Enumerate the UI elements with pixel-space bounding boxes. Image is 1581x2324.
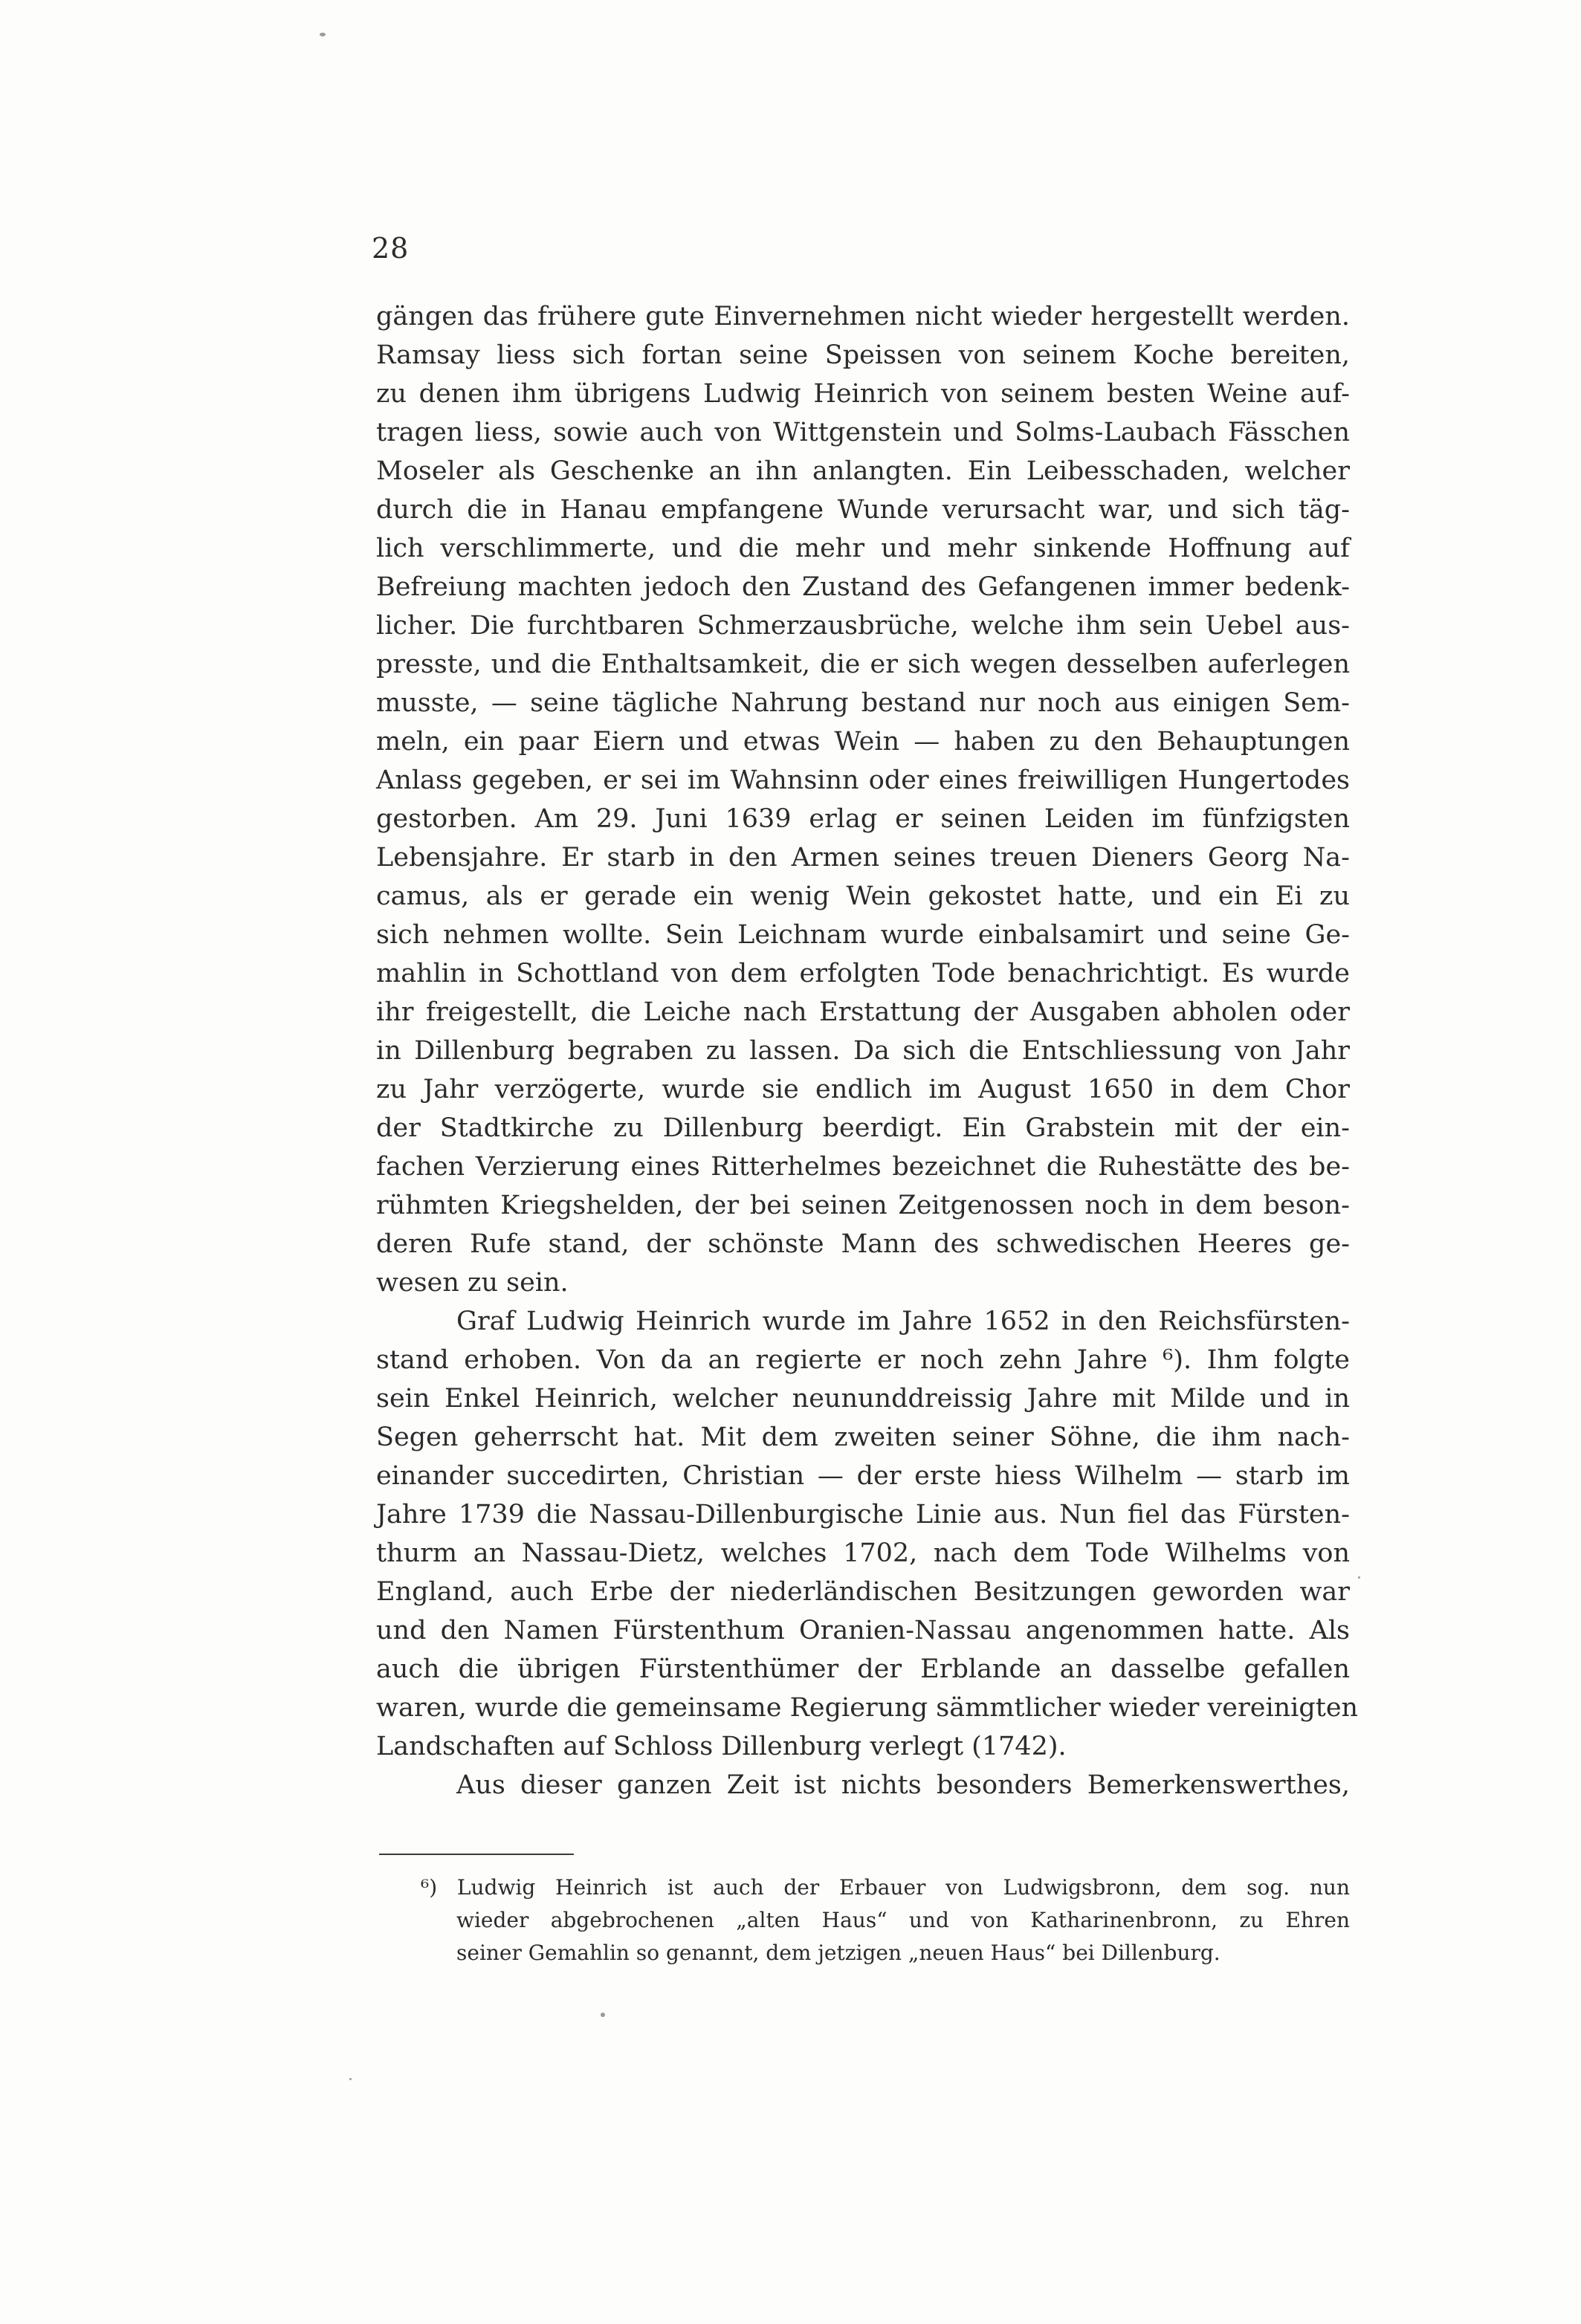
main-text xyxy=(376,297,1359,1805)
paper-speck xyxy=(349,2078,352,2080)
footnote-line: seiner Gemahlin so genannt, dem jetzigen „neuen Haus“ bei Dillenburg. xyxy=(456,1941,1220,1965)
text-line: auch die übrigen Fürstenthümer der Erblande an dasselbe gefallen xyxy=(376,1654,1350,1684)
text-line: meln, ein paar Eiern und etwas Wein — haben zu den Behauptungen xyxy=(376,727,1350,757)
text-line: Graf Ludwig Heinrich wurde im Jahre 1652 in den Reichsfürsten- xyxy=(456,1307,1350,1336)
text-line: Landschaften auf Schloss Dillenburg verlegt (1742). xyxy=(376,1732,1067,1761)
text-line: lich verschlimmerte, und die mehr und mehr sinkende Hoffnung auf xyxy=(376,534,1350,563)
text-line: zu denen ihm übrigens Ludwig Heinrich von seinem besten Weine auf- xyxy=(376,379,1350,409)
text-line: und den Namen Fürstenthum Oranien-Nassau angenommen hatte. Als xyxy=(376,1616,1350,1645)
text-line: wesen zu sein. xyxy=(376,1268,569,1298)
text-line: waren, wurde die gemeinsame Regierung sämmtlicher wieder vereinigten xyxy=(376,1693,1359,1723)
footnote-line: wieder abgebrochenen „alten Haus“ und von Katharinenbronn, zu Ehren xyxy=(456,1908,1350,1932)
text-line: camus, als er gerade ein wenig Wein gekostet hatte, und ein Ei zu xyxy=(376,881,1350,911)
text-line: thurm an Nassau-Dietz, welches 1702, nach dem Tode Wilhelms von xyxy=(376,1538,1350,1568)
text-line: fachen Verzierung eines Ritterhelmes bezeichnet die Ruhestätte des be- xyxy=(376,1152,1350,1182)
text-line: rühmten Kriegshelden, der bei seinen Zeitgenossen noch in dem beson- xyxy=(376,1191,1350,1220)
text-line: Moseler als Geschenke an ihn anlangten. Ein Leibesschaden, welcher xyxy=(376,456,1350,486)
text-line: Jahre 1739 die Nassau-Dillenburgische Linie aus. Nun fiel das Fürsten- xyxy=(376,1500,1350,1530)
text-line: ihr freigestellt, die Leiche nach Erstattung der Ausgaben abholen oder xyxy=(376,997,1350,1027)
text-line: musste, — seine tägliche Nahrung bestand nur noch aus einigen Sem- xyxy=(376,688,1350,718)
text-line: gängen das frühere gute Einvernehmen nicht wieder hergestellt werden. xyxy=(376,302,1350,331)
text-line: deren Rufe stand, der schönste Mann des schwedischen Heeres ge- xyxy=(376,1229,1350,1259)
text-line: Anlass gegeben, er sei im Wahnsinn oder eines freiwilligen Hungertodes xyxy=(376,766,1350,795)
footnote-line: ⁶) Ludwig Heinrich ist auch der Erbauer von Ludwigsbronn, dem sog. nun xyxy=(421,1875,1350,1900)
text-line: der Stadtkirche zu Dillenburg beerdigt. Ein Grabstein mit der ein- xyxy=(376,1113,1350,1143)
text-line: in Dillenburg begraben zu lassen. Da sich die Entschliessung von Jahr xyxy=(376,1036,1350,1066)
text-line: licher. Die furchtbaren Schmerzausbrüche, welche ihm sein Uebel aus- xyxy=(376,611,1350,641)
text-line: Aus dieser ganzen Zeit ist nichts besonders Bemerkenswerthes, xyxy=(456,1770,1350,1800)
text-line: presste, und die Enthaltsamkeit, die er sich wegen desselben auferlegen xyxy=(376,650,1350,679)
text-line: Ramsay liess sich fortan seine Speissen von seinem Koche bereiten, xyxy=(376,340,1350,370)
text-line: England, auch Erbe der niederländischen Besitzungen geworden war xyxy=(376,1577,1350,1607)
text-line: zu Jahr verzögerte, wurde sie endlich im August 1650 in dem Chor xyxy=(376,1075,1350,1104)
page-number: 28 xyxy=(372,232,410,265)
footnote xyxy=(421,1871,1350,1969)
text-line: Befreiung machten jedoch den Zustand des Gefangenen immer bedenk- xyxy=(376,572,1350,602)
footnote-separator xyxy=(379,1854,574,1855)
text-line: Segen geherrscht hat. Mit dem zweiten seiner Söhne, die ihm nach- xyxy=(376,1422,1350,1452)
text-line: mahlin in Schottland von dem erfolgten Tode benachrichtigt. Es wurde xyxy=(376,959,1350,988)
text-line: Lebensjahre. Er starb in den Armen seines treuen Dieners Georg Na- xyxy=(376,843,1350,873)
text-line: einander succedirten, Christian — der erste hiess Wilhelm — starb im xyxy=(376,1461,1350,1491)
text-line: sein Enkel Heinrich, welcher neununddreissig Jahre mit Milde und in xyxy=(376,1384,1350,1414)
text-line: sich nehmen wollte. Sein Leichnam wurde einbalsamirt und seine Ge- xyxy=(376,920,1350,950)
paper-speck xyxy=(1358,1576,1360,1579)
text-line: durch die in Hanau empfangene Wunde verursacht war, und sich täg- xyxy=(376,495,1350,525)
text-line: tragen liess, sowie auch von Wittgenstein und Solms-Laubach Fässchen xyxy=(376,418,1350,447)
paper-speck xyxy=(601,2013,605,2017)
text-line: gestorben. Am 29. Juni 1639 erlag er seinen Leiden im fünfzigsten xyxy=(376,804,1350,834)
paper-speck xyxy=(320,33,326,36)
text-line: stand erhoben. Von da an regierte er noch zehn Jahre ⁶). Ihm folgte xyxy=(376,1345,1350,1375)
